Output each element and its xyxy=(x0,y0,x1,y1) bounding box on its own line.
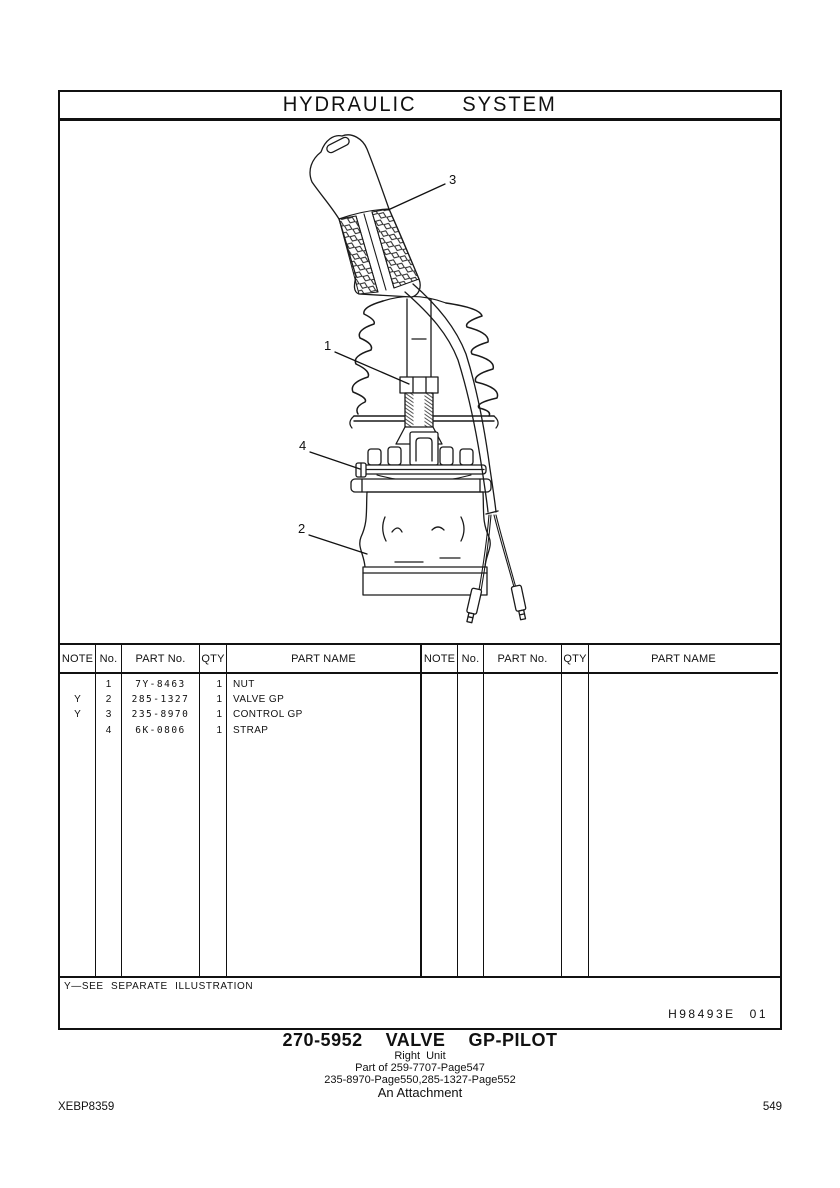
document-code xyxy=(668,1007,768,1021)
header-part-name: PART NAME xyxy=(291,652,356,665)
svg-text:1: 1 xyxy=(324,338,332,353)
caption-related-pages: 235-8970-Page550,285-1327-Page552 xyxy=(324,1074,516,1086)
control-handle xyxy=(310,135,420,297)
page-title: HYDRAULIC SYSTEM xyxy=(283,93,557,116)
part-name-cell: NUT xyxy=(233,679,255,690)
note-cell: Y xyxy=(74,709,81,721)
qty-column xyxy=(200,674,227,976)
valve-body xyxy=(351,479,491,595)
part-name-cell: STRAP xyxy=(233,724,269,736)
parts-table-left xyxy=(60,645,420,976)
header-part-no: PART No. xyxy=(122,645,200,672)
no-cell: 2 xyxy=(105,694,112,706)
note-cell xyxy=(60,723,95,738)
footnote-strip xyxy=(60,978,780,1028)
doc-code-value: H98493E xyxy=(668,1007,736,1021)
part-no-cell: 285-1327 xyxy=(131,694,190,706)
table-header-left xyxy=(60,645,420,674)
part-no-cell: 6K-0806 xyxy=(135,724,186,736)
qty-cell: 1 xyxy=(216,709,222,721)
caption-subtitle: Right Unit xyxy=(394,1050,446,1062)
svg-text:2: 2 xyxy=(298,521,306,536)
illustration-area xyxy=(60,124,780,643)
no-cell: 4 xyxy=(105,724,112,736)
header-qty: QTY xyxy=(562,645,589,672)
callout-3 xyxy=(388,172,456,210)
table-body-left xyxy=(60,674,420,976)
shaft-and-nut xyxy=(396,299,442,444)
qty-column-empty xyxy=(562,674,589,976)
note-cell xyxy=(60,677,95,692)
part-no-column-empty xyxy=(484,674,562,976)
part-no-cell: 7Y-8463 xyxy=(135,679,186,690)
header-part-name: PART NAME xyxy=(651,652,716,665)
header-no: No. xyxy=(458,645,484,672)
note-cell: Y xyxy=(74,694,81,706)
part-no-cell: 235-8970 xyxy=(131,709,190,721)
plate-assembly xyxy=(356,432,486,482)
header-note: NOTE xyxy=(422,645,458,672)
caption-part-of: Part of 259-7707-Page547 xyxy=(355,1062,485,1074)
header-no: No. xyxy=(96,645,122,672)
qty-cell: 1 xyxy=(216,694,222,706)
svg-text:3: 3 xyxy=(449,172,457,187)
parts-table-right xyxy=(420,645,778,976)
qty-cell: 1 xyxy=(216,679,222,690)
table-header-right xyxy=(422,645,778,674)
no-column-empty xyxy=(458,674,484,976)
note-column-empty xyxy=(422,674,458,976)
qty-cell: 1 xyxy=(216,724,222,736)
no-cell: 3 xyxy=(105,709,112,721)
caption-block xyxy=(0,1031,840,1100)
header-note: NOTE xyxy=(60,645,96,672)
no-column xyxy=(96,674,122,976)
parts-diagram xyxy=(60,124,780,643)
part-name-cell: VALVE GP xyxy=(233,694,285,706)
part-name-column-empty xyxy=(589,674,778,976)
note-column xyxy=(60,674,96,976)
title-bar xyxy=(60,92,780,121)
strap xyxy=(356,463,366,477)
part-title: 270-5952 VALVE GP-PILOT xyxy=(282,1030,558,1050)
header-part-no: PART No. xyxy=(484,645,562,672)
part-no-column xyxy=(122,674,200,976)
page-frame xyxy=(58,90,782,1030)
callout-4 xyxy=(299,438,360,469)
form-number: XEBP8359 xyxy=(58,1101,115,1113)
callout-2 xyxy=(298,521,367,554)
part-name-cell: CONTROL GP xyxy=(233,709,303,721)
no-cell: 1 xyxy=(105,679,112,690)
caption-attachment: An Attachment xyxy=(377,1085,463,1100)
page-number: 549 xyxy=(762,1101,782,1113)
see-separate-illustration-note: Y—SEE SEPARATE ILLUSTRATION xyxy=(64,981,254,992)
parts-table xyxy=(60,643,780,978)
header-qty: QTY xyxy=(200,645,227,672)
svg-text:4: 4 xyxy=(299,438,307,453)
doc-revision: 01 xyxy=(749,1007,768,1021)
wire-connector-right xyxy=(511,585,528,620)
table-body-right xyxy=(422,674,778,976)
page-footer xyxy=(58,1101,782,1113)
part-name-column xyxy=(227,674,420,976)
